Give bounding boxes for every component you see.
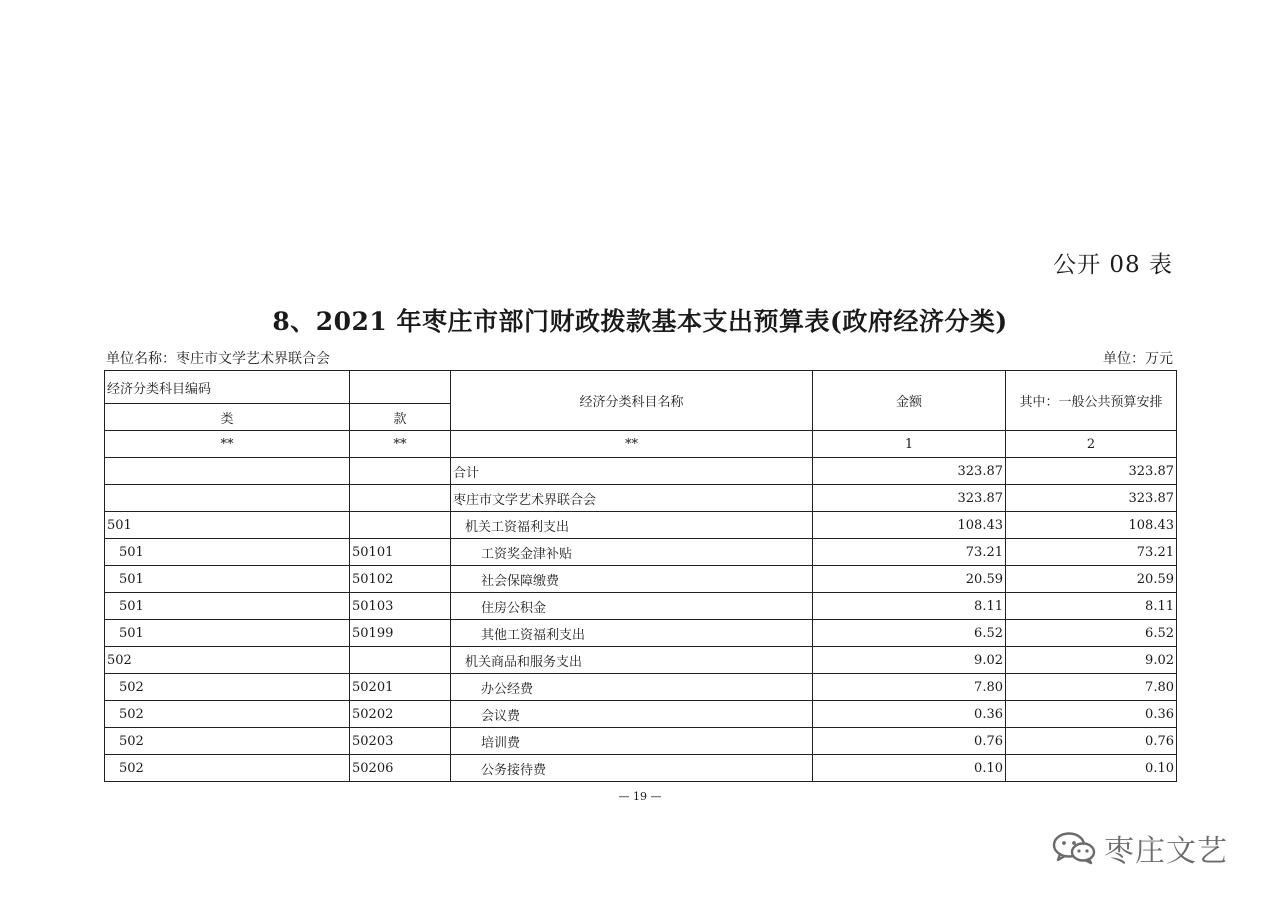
general-budget-cell: 8.11 <box>1006 593 1177 620</box>
unit-name-label: 单位名称：枣庄市文学艺术界联合会 <box>106 351 330 367</box>
page-number: — 19 — <box>618 790 662 803</box>
general-budget-cell: 20.59 <box>1006 566 1177 593</box>
index-cell: ** <box>350 431 451 458</box>
item-code-cell: 50202 <box>350 701 451 728</box>
class-code-cell: 501 <box>105 539 350 566</box>
table-row <box>105 593 1177 620</box>
class-code-cell <box>105 485 350 512</box>
header-row-1 <box>105 371 1177 404</box>
table-row <box>105 728 1177 755</box>
class-code-cell: 502 <box>105 701 350 728</box>
general-budget-cell: 323.87 <box>1006 485 1177 512</box>
item-name-cell: 合计 <box>451 458 813 485</box>
item-code-cell <box>350 485 451 512</box>
item-code-cell: 50206 <box>350 755 451 782</box>
general-budget-cell: 73.21 <box>1006 539 1177 566</box>
class-code-cell: 502 <box>105 647 350 674</box>
amount-cell: 20.59 <box>813 566 1006 593</box>
index-cell: ** <box>451 431 813 458</box>
amount-cell: 323.87 <box>813 458 1006 485</box>
item-name-cell: 其他工资福利支出 <box>451 620 813 647</box>
table-row <box>105 620 1177 647</box>
watermark-text: 枣庄文艺 <box>1104 834 1228 869</box>
item-name-cell: 工资奖金津补贴 <box>451 539 813 566</box>
header-amount: 金额 <box>813 371 1006 431</box>
index-cell: ** <box>105 431 350 458</box>
amount-cell: 7.80 <box>813 674 1006 701</box>
class-code-cell: 501 <box>105 620 350 647</box>
amount-cell: 8.11 <box>813 593 1006 620</box>
amount-cell: 0.76 <box>813 728 1006 755</box>
item-code-cell: 50102 <box>350 566 451 593</box>
header-blank <box>350 371 451 404</box>
header-item: 款 <box>350 404 451 431</box>
item-code-cell: 50103 <box>350 593 451 620</box>
class-code-cell: 501 <box>105 512 350 539</box>
class-code-cell: 502 <box>105 674 350 701</box>
general-budget-cell: 0.36 <box>1006 701 1177 728</box>
item-name-cell: 培训费 <box>451 728 813 755</box>
header-general-budget: 其中：一般公共预算安排 <box>1006 371 1177 431</box>
class-code-cell: 501 <box>105 593 350 620</box>
watermark <box>1052 826 1228 870</box>
item-code-cell: 50201 <box>350 674 451 701</box>
index-cell: 2 <box>1006 431 1177 458</box>
general-budget-cell: 7.80 <box>1006 674 1177 701</box>
item-code-cell: 50203 <box>350 728 451 755</box>
amount-cell: 9.02 <box>813 647 1006 674</box>
class-code-cell <box>105 458 350 485</box>
header-class: 类 <box>105 404 350 431</box>
table-row <box>105 647 1177 674</box>
table-row <box>105 539 1177 566</box>
table-row <box>105 566 1177 593</box>
amount-cell: 0.36 <box>813 701 1006 728</box>
unit-label: 单位：万元 <box>1103 351 1173 367</box>
item-code-cell: 50101 <box>350 539 451 566</box>
table-row <box>105 485 1177 512</box>
general-budget-cell: 0.76 <box>1006 728 1177 755</box>
budget-table <box>104 370 1177 782</box>
table-row <box>105 674 1177 701</box>
header-code-group: 经济分类科目编码 <box>105 371 350 404</box>
general-budget-cell: 9.02 <box>1006 647 1177 674</box>
amount-cell: 0.10 <box>813 755 1006 782</box>
amount-cell: 323.87 <box>813 485 1006 512</box>
item-name-cell: 社会保障缴费 <box>451 566 813 593</box>
class-code-cell: 502 <box>105 728 350 755</box>
item-name-cell: 机关商品和服务支出 <box>451 647 813 674</box>
item-name-cell: 住房公积金 <box>451 593 813 620</box>
wechat-icon <box>1052 831 1096 865</box>
table-row <box>105 458 1177 485</box>
item-code-cell <box>350 647 451 674</box>
item-name-cell: 办公经费 <box>451 674 813 701</box>
item-code-cell <box>350 512 451 539</box>
form-number: 公开 08 表 <box>1053 252 1173 278</box>
header-name: 经济分类科目名称 <box>451 371 813 431</box>
item-name-cell: 枣庄市文学艺术界联合会 <box>451 485 813 512</box>
item-name-cell: 机关工资福利支出 <box>451 512 813 539</box>
class-code-cell: 501 <box>105 566 350 593</box>
class-code-cell: 502 <box>105 755 350 782</box>
general-budget-cell: 0.10 <box>1006 755 1177 782</box>
general-budget-cell: 323.87 <box>1006 458 1177 485</box>
item-name-cell: 会议费 <box>451 701 813 728</box>
general-budget-cell: 6.52 <box>1006 620 1177 647</box>
item-code-cell: 50199 <box>350 620 451 647</box>
item-name-cell: 公务接待费 <box>451 755 813 782</box>
amount-cell: 73.21 <box>813 539 1006 566</box>
table-row <box>105 701 1177 728</box>
amount-cell: 6.52 <box>813 620 1006 647</box>
amount-cell: 108.43 <box>813 512 1006 539</box>
item-code-cell <box>350 458 451 485</box>
general-budget-cell: 108.43 <box>1006 512 1177 539</box>
index-row <box>105 431 1177 458</box>
index-cell: 1 <box>813 431 1006 458</box>
page-title: 8、2021 年枣庄市部门财政拨款基本支出预算表(政府经济分类) <box>272 307 1008 336</box>
table-row <box>105 755 1177 782</box>
table-row <box>105 512 1177 539</box>
